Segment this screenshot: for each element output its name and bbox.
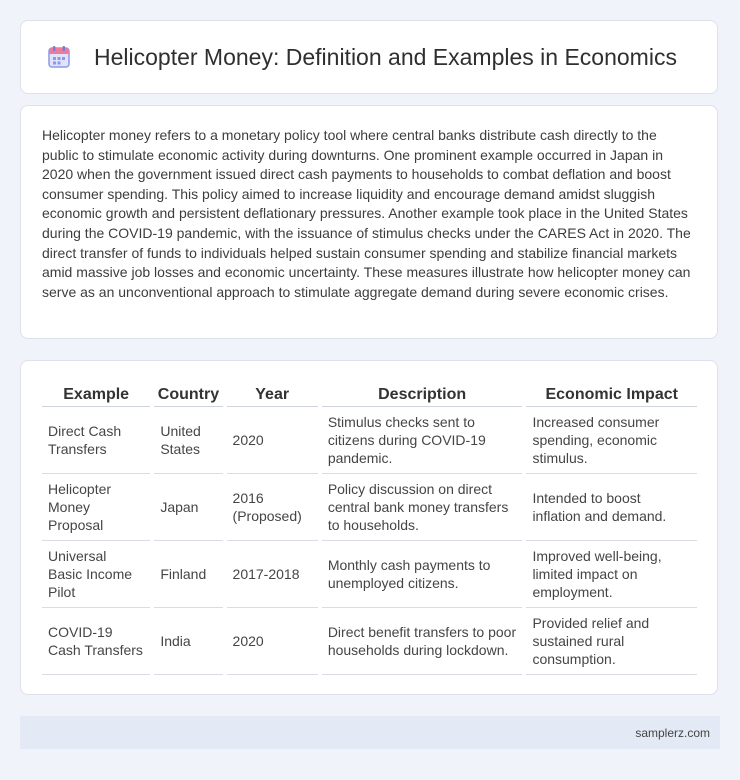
header-card (20, 20, 718, 94)
cell-description: Monthly cash payments to unemployed citizens. (322, 541, 523, 608)
calendar-icon (46, 44, 72, 70)
table-row (42, 407, 697, 474)
cell-country: Finland (154, 541, 222, 608)
cell-example: Helicopter Money Proposal (42, 474, 150, 541)
cell-description: Direct benefit transfers to poor households during lockdown. (322, 608, 523, 675)
cell-example: COVID-19 Cash Transfers (42, 608, 150, 675)
cell-example: Direct Cash Transfers (42, 407, 150, 474)
table-header-row (42, 383, 697, 407)
footer-site-name: samplerz.com (635, 725, 710, 740)
cell-economic-impact: Increased consumer spending, economic stimulus. (526, 407, 697, 474)
cell-year: 2016 (Proposed) (227, 474, 318, 541)
cell-description: Policy discussion on direct central bank money transfers to households. (322, 474, 523, 541)
table-card (20, 360, 718, 695)
cell-economic-impact: Intended to boost inflation and demand. (526, 474, 697, 541)
table-row (42, 541, 697, 608)
page-title: Helicopter Money: Definition and Examples in Economics (94, 43, 677, 70)
cell-year: 2017-2018 (227, 541, 318, 608)
cell-economic-impact: Improved well-being, limited impact on employment. (526, 541, 697, 608)
column-header-economic-impact: Economic Impact (526, 383, 697, 407)
intro-card (20, 105, 718, 339)
cell-country: India (154, 608, 222, 675)
cell-year: 2020 (227, 608, 318, 675)
footer (20, 716, 720, 749)
table-row (42, 608, 697, 675)
cell-country: United States (154, 407, 222, 474)
table-row (42, 474, 697, 541)
cell-example: Universal Basic Income Pilot (42, 541, 150, 608)
cell-economic-impact: Provided relief and sustained rural consumption. (526, 608, 697, 675)
cell-country: Japan (154, 474, 222, 541)
column-header-example: Example (42, 383, 150, 407)
cell-year: 2020 (227, 407, 318, 474)
column-header-description: Description (322, 383, 523, 407)
intro-paragraph: Helicopter money refers to a monetary policy tool where central banks distribute cash directly to the public to stimulate economic activity during downturns. One prominent example occurred in Japan in 2020 when the government issued direct cash payments to households to combat deflation and boost consumer spending. This policy aimed to increase liquidity and encourage demand amidst sluggish economic growth and persistent deflationary pressures. Another example took place in the United States during the COVID-19 pandemic, with the issuance of stimulus checks under the CARES Act in 2020. The direct transfer of funds to individuals helped sustain consumer spending and stabilize financial markets amid massive job losses and economic uncertainty. These measures illustrate how helicopter money can serve as an unconventional approach to stimulate aggregate demand during severe economic crises. (42, 127, 691, 300)
column-header-country: Country (154, 383, 222, 407)
column-header-year: Year (227, 383, 318, 407)
examples-table (38, 383, 701, 675)
cell-description: Stimulus checks sent to citizens during COVID-19 pandemic. (322, 407, 523, 474)
